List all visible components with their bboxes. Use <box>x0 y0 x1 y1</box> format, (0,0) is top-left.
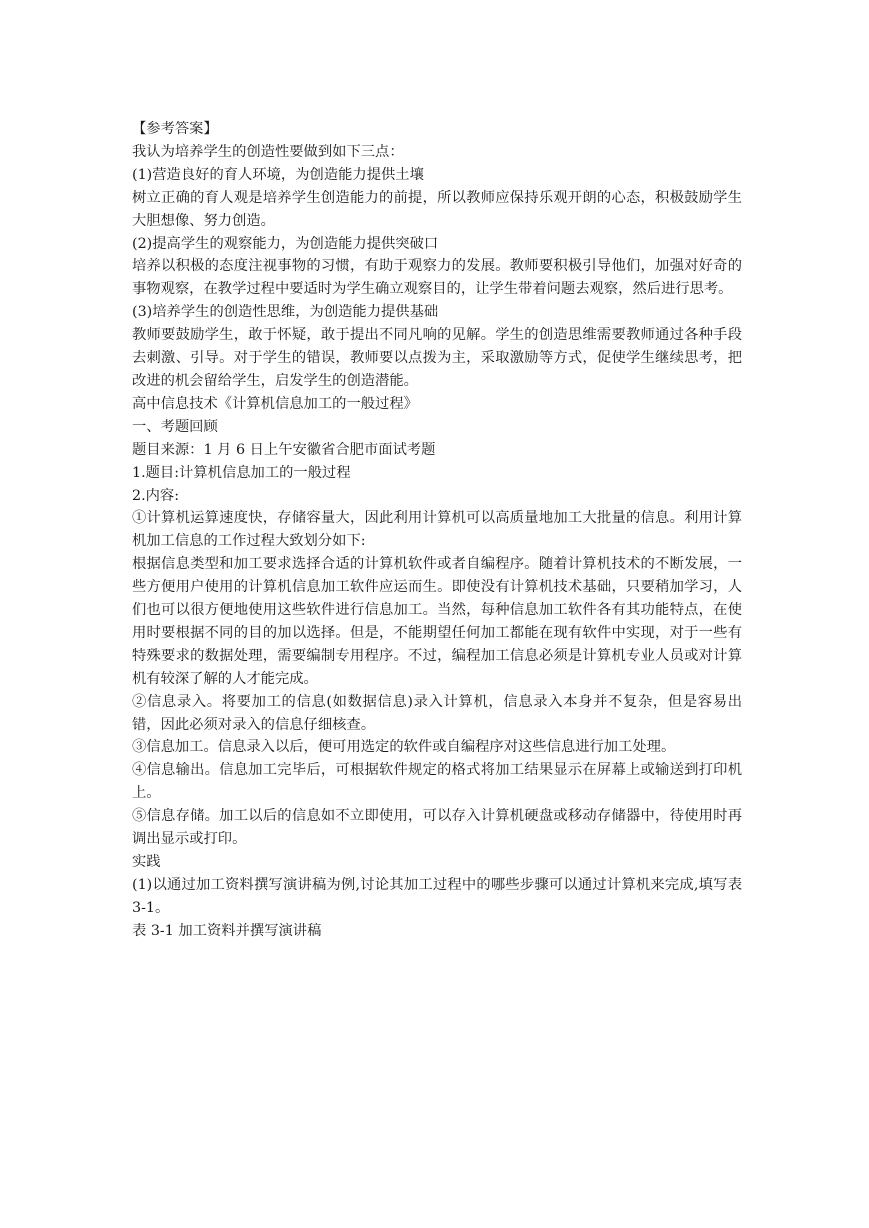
point-1-text: 树立正确的育人观是培养学生创造能力的前提，所以教师应保持乐观开朗的心态，积极鼓励学生大胆想像、努力创造。 <box>132 189 742 229</box>
answer-heading: 【参考答案】 <box>132 121 218 137</box>
exam-review-heading: 一、考题回顾 <box>132 418 218 435</box>
answer-intro: 我认为培养学生的创造性要做到如下三点： <box>132 143 404 160</box>
point-3-heading: (3)培养学生的创造性思维，为创造能力提供基础 <box>132 304 439 321</box>
table-caption: 表 3-1 加工资料并撰写演讲稿 <box>132 922 322 939</box>
point-1-heading: (1)营造良好的育人环境，为创造能力提供土壤 <box>132 166 424 183</box>
content-item-1: ①计算机运算速度快，存储容量大，因此利用计算机可以高质量地加工大批量的信息。利用计算机加工信息的工作过程大致划分如下: <box>132 510 742 550</box>
content-item-4: ④信息输出。信息加工完毕后，可根据软件规定的格式将加工结果显示在屏幕上或输送到打印机上。 <box>132 762 742 802</box>
document-body <box>132 118 742 943</box>
question-source: 题目来源：1 月 6 日上午安徽省合肥市面试考题 <box>132 441 436 458</box>
practice-item-1: (1)以通过加工资料撰写演讲稿为例,讨论其加工过程中的哪些步骤可以通过计算机来完成,填写表 3-1。 <box>132 876 742 916</box>
point-3-text: 教师要鼓励学生，敢于怀疑，敢于提出不同凡响的见解。学生的创造思维需要教师通过各种手段去刺激、引导。对于学生的错误，教师要以点拨为主，采取激励等方式，促使学生继续思考，把改进的机会留给学生，启发学生的创造潜能。 <box>132 327 742 389</box>
section-title: 高中信息技术《计算机信息加工的一般过程》 <box>132 395 418 412</box>
question-title: 1.题目:计算机信息加工的一般过程 <box>132 464 351 481</box>
point-2-heading: (2)提高学生的观察能力，为创造能力提供突破口 <box>132 235 439 252</box>
content-label: 2.内容: <box>132 487 180 504</box>
practice-heading: 实践 <box>132 854 161 870</box>
content-item-2: ②信息录入。将要加工的信息(如数据信息)录入计算机，信息录入本身并不复杂，但是容易出错，因此必须对录入的信息仔细核查。 <box>132 693 742 733</box>
content-item-5: ⑤信息存储。加工以后的信息如不立即使用，可以存入计算机硬盘或移动存储器中，待使用时再调出显示或打印。 <box>132 808 742 848</box>
content-item-1-detail: 根据信息类型和加工要求选择合适的计算机软件或者自编程序。随着计算机技术的不断发展，一些方便用户使用的计算机信息加工软件应运而生。即使没有计算机技术基础，只要稍加学习，人们也可以很方便地使用这些软件进行信息加工。当然，每种信息加工软件各有其功能特点，在使用时要根据不同的目的加以选择。但是，不能期望任何加工都能在现有软件中实现，对于一些有特殊要求的数据处理，需要编制专用程序。不过，编程加工信息必须是计算机专业人员或对计算机有较深了解的人才能完成。 <box>132 556 742 687</box>
content-item-3: ③信息加工。信息录入以后，便可用选定的软件或自编程序对这些信息进行加工处理。 <box>132 739 676 756</box>
point-2-text: 培养以积极的态度注视事物的习惯，有助于观察力的发展。教师要积极引导他们，加强对好奇的事物观察，在教学过程中要适时为学生确立观察目的，让学生带着问题去观察，然后进行思考。 <box>132 258 742 298</box>
